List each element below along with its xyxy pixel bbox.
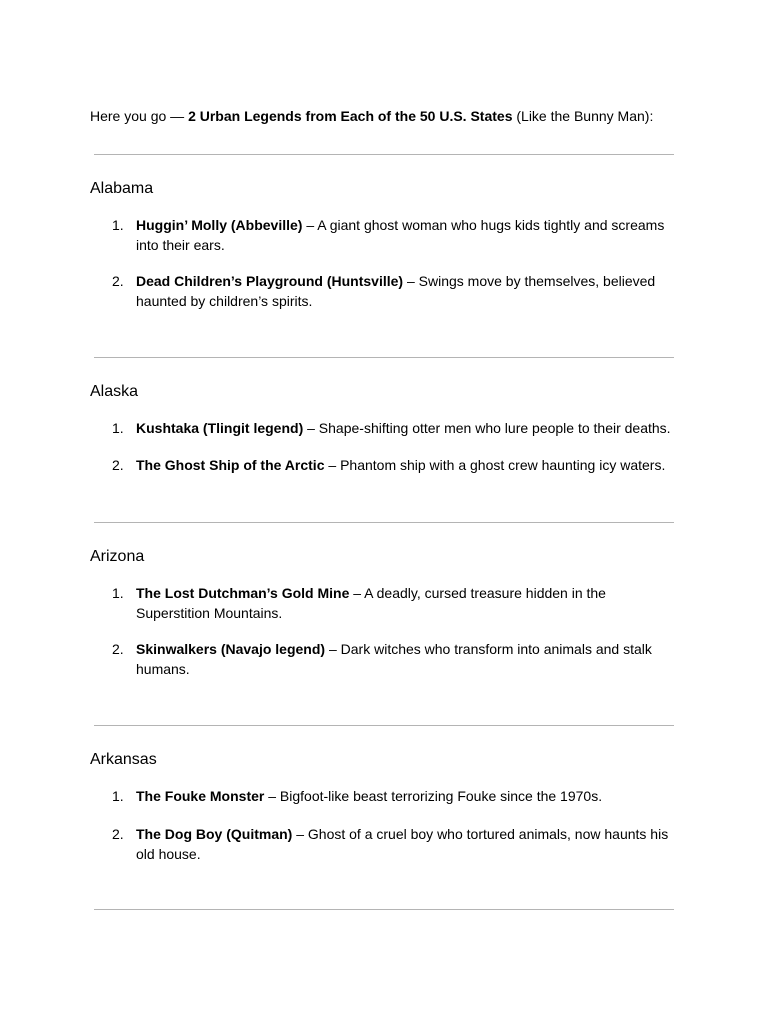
state-heading-arizona: Arizona bbox=[90, 548, 145, 565]
state-heading-alabama: Alabama bbox=[90, 180, 154, 197]
legend-name: The Dog Boy (Quitman) bbox=[136, 826, 293, 842]
divider bbox=[94, 154, 674, 155]
divider bbox=[94, 909, 674, 910]
legend-name: The Fouke Monster bbox=[136, 788, 265, 804]
legend-text bbox=[136, 787, 682, 807]
legend-item bbox=[112, 787, 682, 807]
divider bbox=[94, 357, 674, 358]
legend-text bbox=[136, 584, 682, 623]
intro-prefix: Here you go — bbox=[90, 108, 189, 124]
legend-item bbox=[112, 825, 682, 864]
divider bbox=[94, 725, 674, 726]
legend-item bbox=[112, 640, 682, 679]
divider bbox=[94, 522, 674, 523]
legend-name: Skinwalkers (Navajo legend) bbox=[136, 641, 326, 657]
legend-name: Dead Children’s Playground (Huntsville) bbox=[136, 273, 404, 289]
intro-line bbox=[90, 108, 653, 125]
legend-name: Huggin’ Molly (Abbeville) bbox=[136, 217, 303, 233]
state-heading-arkansas: Arkansas bbox=[90, 751, 157, 768]
legend-name: Kushtaka (Tlingit legend) bbox=[136, 420, 304, 436]
legend-number: 2. bbox=[112, 457, 124, 473]
legend-name: The Lost Dutchman’s Gold Mine bbox=[136, 585, 350, 601]
legend-description: – A deadly, cursed treasure hidden in the Superstition Mountains. bbox=[136, 585, 606, 621]
legend-item bbox=[112, 419, 682, 439]
legend-number: 1. bbox=[112, 585, 124, 601]
legend-item bbox=[112, 456, 682, 476]
legend-number: 2. bbox=[112, 826, 124, 842]
legend-description: – Dark witches who transform into animals and stalk humans. bbox=[136, 641, 652, 677]
legend-text bbox=[136, 456, 682, 476]
state-heading-alaska: Alaska bbox=[90, 383, 139, 400]
legend-description: – Phantom ship with a ghost crew haunting icy waters. bbox=[324, 457, 666, 473]
legend-number: 1. bbox=[112, 217, 124, 233]
legend-number: 1. bbox=[112, 420, 124, 436]
legend-text bbox=[136, 825, 682, 864]
legend-description: – A giant ghost woman who hugs kids tightly and screams into their ears. bbox=[136, 217, 665, 253]
legend-number: 2. bbox=[112, 641, 124, 657]
legend-description: – Shape-shifting otter men who lure people to their deaths. bbox=[303, 420, 671, 436]
legend-text bbox=[136, 419, 682, 439]
legend-text bbox=[136, 272, 682, 311]
legend-description: – Swings move by themselves, believed haunted by children’s spirits. bbox=[136, 273, 656, 309]
legend-item bbox=[112, 272, 682, 311]
legend-number: 2. bbox=[112, 273, 124, 289]
legend-item bbox=[112, 216, 682, 255]
legend-name: The Ghost Ship of the Arctic bbox=[136, 457, 325, 473]
legend-item bbox=[112, 584, 682, 623]
intro-suffix: (Like the Bunny Man): bbox=[512, 108, 654, 124]
legend-number: 1. bbox=[112, 788, 124, 804]
legend-description: – Bigfoot-like beast terrorizing Fouke since the 1970s. bbox=[264, 788, 603, 804]
intro-bold: 2 Urban Legends from Each of the 50 U.S. States bbox=[188, 108, 513, 124]
legend-text bbox=[136, 216, 682, 255]
legend-description: – Ghost of a cruel boy who tortured animals, now haunts his old house. bbox=[136, 826, 669, 862]
legend-text bbox=[136, 640, 682, 679]
